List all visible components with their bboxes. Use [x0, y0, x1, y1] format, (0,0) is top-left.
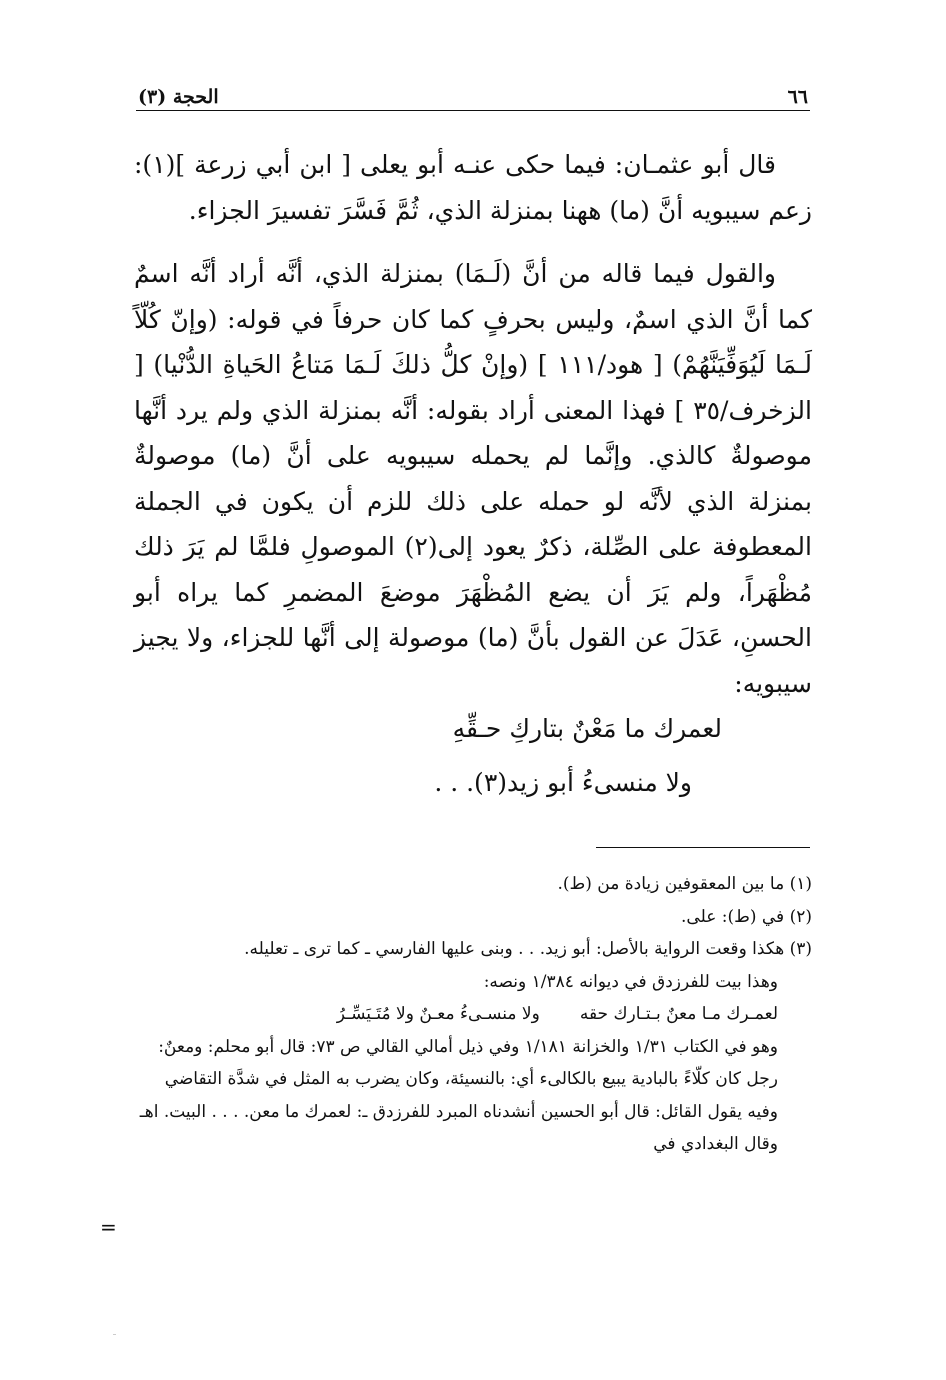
running-header: [138, 78, 808, 108]
footnote-1: (١) ما بين المعقوفين زيادة من (ط).: [557, 874, 812, 894]
continuation-mark: =: [100, 1215, 117, 1239]
footnote-3-verse: [134, 998, 812, 1031]
paragraph-1: قال أبو عثمـان: فيما حكى عنـه أبو يعلى [ ابن أبي زرعة ](١): زعم سيبويه أنَّ (ما) ههنا بمنزلة الذي، ثُمَّ فَسَّرَ تفسيرَ الجزاء.: [134, 150, 812, 225]
footnotes: [134, 868, 812, 1161]
footnote-3: (٣) هكذا وقعت الرواية بالأصل: أبو زيد. . . وبنى عليها الفارسي ـ كما ترى ـ تعليله.: [244, 939, 812, 959]
header-rule: [136, 110, 810, 111]
scan-speck: [113, 1334, 116, 1335]
footnote-3-commentary: وهو في الكتاب ١/٣١ والخزانة ١/١٨١ وفي ذيل أمالي القالي ص ٧٣: قال أبو محلم: ومعنٌ: رجل كان كلّاءً بالبادية يبيع بالكالىء أي: بالنسيئة، وكان يضرب به المثل في شدَّة التقاضي وفيه يقول القائل: قال أبو الحسين أنشدناه المبرد للفرزدق ـ: لعمرك ما معن. . . . البيت. اهـ وقال البغدادي في: [139, 1036, 778, 1154]
verse-line-1: لعمرك ما مَعْنٌ بتاركِ حـقِّهِ: [452, 714, 722, 743]
paragraph-2: والقول فيما قاله من أنَّ (لَـمَا) بمنزلة الذي، أنَّه أراد أنَّه اسمٌ كما أنَّ الذي اسمٌ، وليس بحرفٍ كما كان حرفاً في قوله: (وإنّ كُلّاً لَـمَا لَيُوَفِّيَنَّهُمْ) [ هود/١١١ ] (وإنْ كلُّ ذلكَ لَـمَا مَتاعُ الحَياةِ الدُّنْيا) [ الزخرف/٣٥ ] فهذا المعنى أراد بقوله: أنَّه بمنزلة الذي ولم يرد أنَّها موصولةٌ كالذي. وإنَّما لم يحمله سيبويه على أنَّ (ما) موصولةٌ بمنزلة الذي لأنَّه لو حمله على ذلك للزم أن يكون في الجملة المعطوفة على الصِّلة، ذكرٌ يعود إلى(٢) الموصولِ فلمَّا لم يَرَ ذلك مُظْهَراً، ولم يَرَ أن يضع المُظْهَرَ موضعَ المضمرِ كما يراه أبو الحسنِ، عَدَلَ عن القول بأنَّ (ما) موصولة إلى أنَّها للجزاء، ولا يجيز سيبويه:: [134, 259, 813, 698]
page-number: ٦٦: [787, 86, 808, 108]
footnote-rule: [596, 847, 810, 848]
footnote-verse-second-hemistich: ولا منسـىءُ معـنٌ ولا مُتَـيَسِّـرُ: [336, 1004, 540, 1024]
verse-line-2: ولا منسىءُ أبو زيد(٣). . .: [434, 767, 692, 797]
footnote-verse-first-hemistich: لعمـرك مـا معنٌ بـتـارك حقه: [579, 1004, 778, 1024]
footnote-2: (٢) في (ط): على.: [681, 906, 812, 927]
main-text: [134, 142, 812, 805]
book-title: الحجة (٣): [138, 86, 219, 108]
footnote-3-source: وهذا بيت للفرزدق في ديوانه ١/٣٨٤ ونصه:: [483, 971, 778, 992]
